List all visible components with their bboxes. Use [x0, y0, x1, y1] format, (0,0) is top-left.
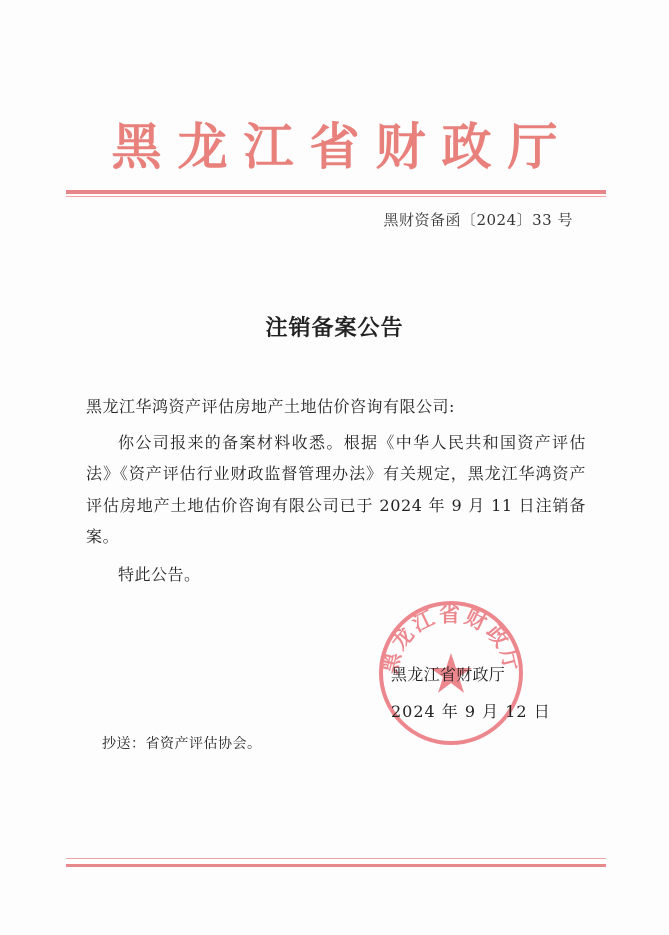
masthead-red-rule	[66, 190, 606, 194]
agency-masthead: 黑龙江省财政厅	[111, 117, 574, 176]
seal-text: 黑龙江省财政厅	[376, 601, 526, 676]
notice-title: 注销备案公告	[265, 315, 404, 341]
footer-red-rule	[66, 864, 606, 867]
notice-body: 你公司报来的备案材料收悉。根据《中华人民共和国资产评估法》《资产评估行业财政监督管理办法》有关规定，黑龙江华鸿资产评估房地产土地估价咨询有限公司已于 2024 年 9 月 11 日注销备案。	[86, 433, 586, 546]
issue-date: 2024 年 9 月 12 日	[391, 702, 551, 721]
cc-line: 抄送：省资产评估协会。	[102, 736, 262, 752]
addressee: 黑龙江华鸿资产评估房地产土地估价咨询有限公司:	[86, 397, 455, 416]
closing-line: 特此公告。	[118, 565, 201, 584]
issuer-name: 黑龙江省财政厅	[391, 665, 506, 684]
document-number: 黑财资备函〔2024〕33 号	[383, 211, 573, 229]
